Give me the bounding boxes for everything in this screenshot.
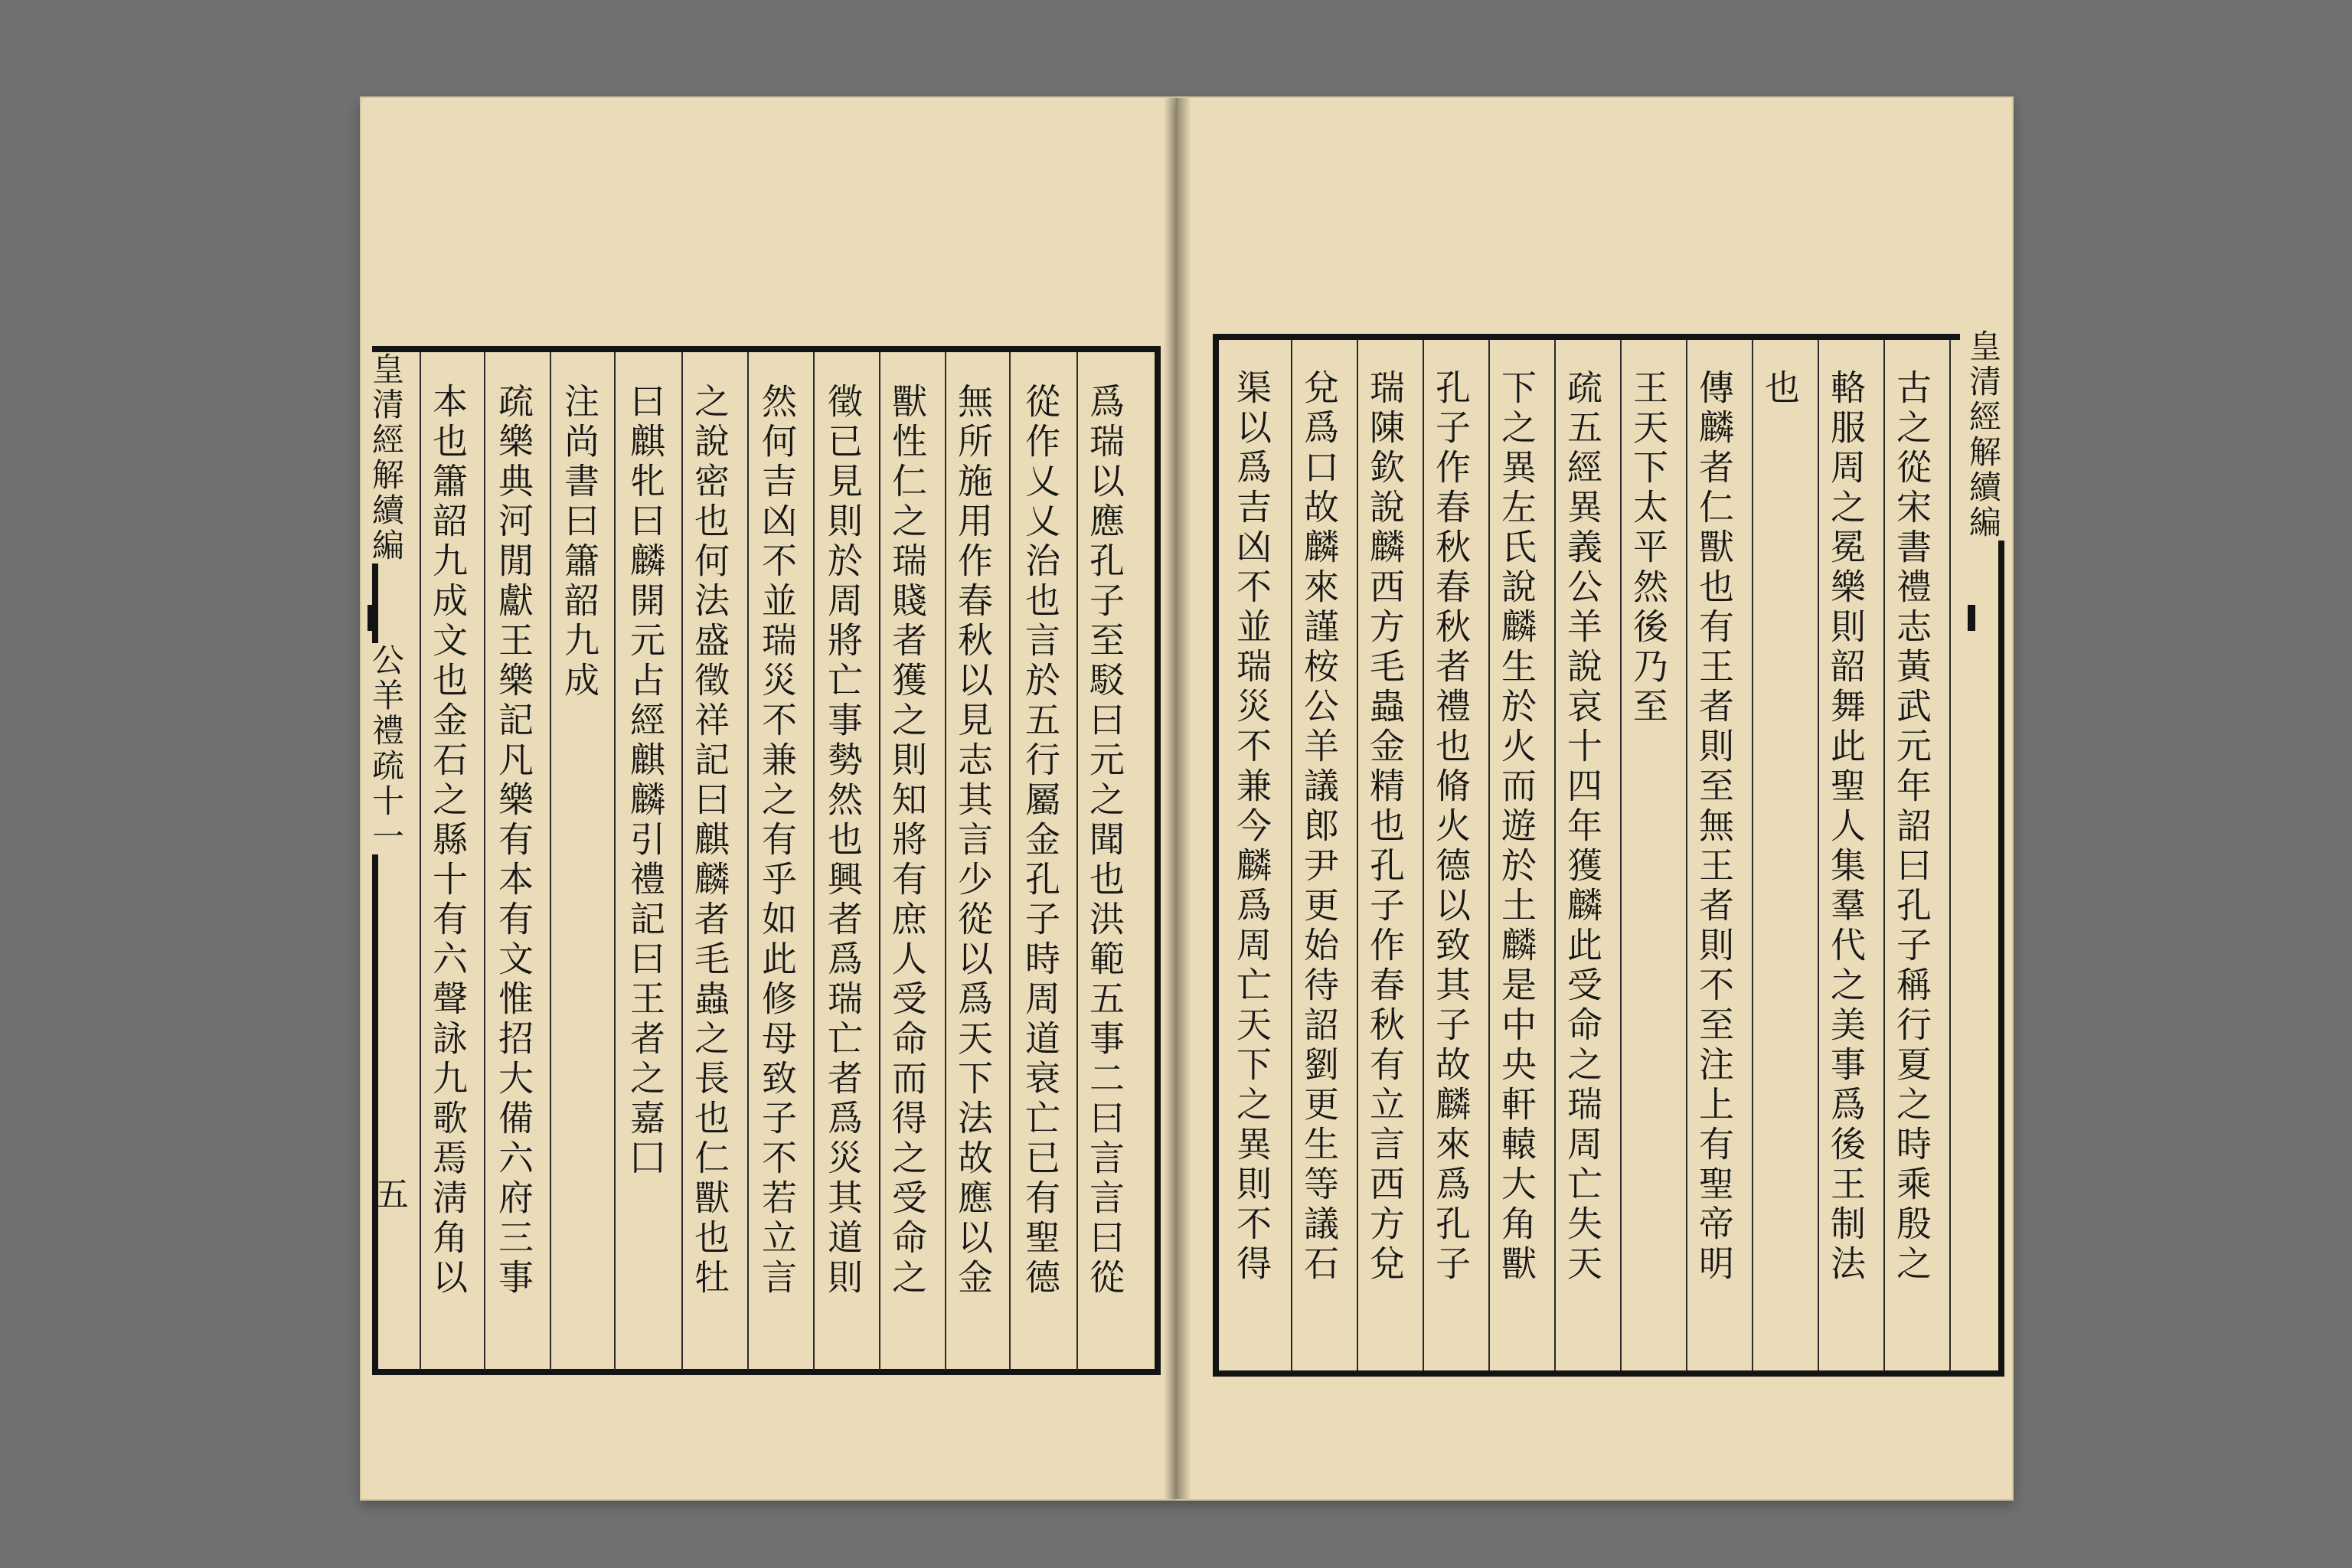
right-column-3: 也 [1759,369,1801,409]
right-column-8: 孔子作春秋春秋者禮也脩火德以致其子故麟來爲孔子 [1430,369,1472,1285]
left-column-6: 然何吉凶不並瑞災不兼之有乎如此修母致子不若立言 [756,383,798,1298]
column-rule [420,352,421,1370]
right-column-5: 王天下太平然後乃至 [1628,369,1669,727]
column-rule [1291,340,1292,1370]
column-rule [1620,340,1622,1370]
column-rule [1423,340,1424,1370]
right-margin-title: 皇清經解續編 [1960,329,2006,541]
column-rule [1009,352,1011,1370]
right-column-6: 疏五經異義公羊說哀十四年獲麟此受命之瑞周亡失天 [1562,369,1603,1285]
right-column-11: 渠以爲吉凶不並瑞災不兼今麟爲周亡天下之異則不得 [1231,369,1272,1285]
left-column-2: 從作乂乂治也言於五行屬金孔子時周道衰亡已有聖德 [1020,383,1061,1298]
book-spine [1164,98,1191,1499]
column-rule [747,352,749,1370]
column-rule [484,352,485,1370]
left-column-10: 疏樂典河閒獻王樂記凡樂有本有文惟招大備六府三事 [493,383,534,1298]
column-rule [1818,340,1819,1370]
left-column-1: 爲瑞以應孔子至駁曰元之聞也洪範五事二曰言言曰從 [1084,383,1125,1298]
column-rule [1686,340,1687,1370]
column-rule [1883,340,1885,1370]
column-rule [1752,340,1753,1370]
column-rule [1949,340,1951,1370]
column-rule [550,352,551,1370]
column-rule [1076,352,1078,1370]
column-rule [1554,340,1556,1370]
left-column-8: 曰麒牝曰麟開元占經麒麟引禮記曰王者之嘉囗 [625,383,666,1179]
left-column-5: 徵已見則於周將亡事勢然也興者爲瑞亡者爲災其道則 [822,383,864,1298]
right-column-2: 輅服周之冕樂則韶舞此聖人集羣代之美事爲後王制法 [1825,369,1867,1285]
left-column-4: 獸性仁之瑞賤者獲之則知將有庶人受命而得之受命之 [887,383,928,1298]
left-column-3: 無所施用作春秋以見志其言少從以爲天下法故應以金 [952,383,994,1298]
right-column-9: 瑞陳欽說麟西方毛蟲金精也孔子作春秋有立言西方兌 [1364,369,1406,1285]
left-margin-title: 皇清經解續編 [363,352,409,564]
left-column-11: 本也簫韶九成文也金石之縣十有六聲詠九歌焉淸角以 [427,383,469,1298]
page-number: 五 [375,1175,409,1214]
right-column-10: 兌爲口故麟來謹桉公羊議郎尹更始待詔劉更生等議石 [1298,369,1340,1285]
left-fold-mark [368,605,375,631]
column-rule [681,352,683,1370]
column-rule [614,352,616,1370]
column-rule [879,352,880,1370]
left-margin-section: 公羊禮疏十一 [363,643,409,854]
right-column-1: 古之從宋書禮志黃武元年詔曰孔子稱行夏之時乘殷之 [1891,369,1932,1285]
column-rule [945,352,946,1370]
column-rule [1488,340,1490,1370]
right-column-7: 下之異左氏說麟生於火而遊於土麟是中央軒轅大角獸 [1496,369,1537,1285]
left-column-7: 之說密也何法盛徵祥記曰麒麟者毛蟲之長也仁獸也牡 [689,383,730,1298]
right-column-4: 傳麟者仁獸也有王者則至無王者則不至注上有聖帝明 [1694,369,1735,1285]
right-fold-mark [1968,605,1975,631]
left-column-9: 注尚書曰簫韶九成 [559,383,600,701]
column-rule [1357,340,1358,1370]
column-rule [813,352,815,1370]
